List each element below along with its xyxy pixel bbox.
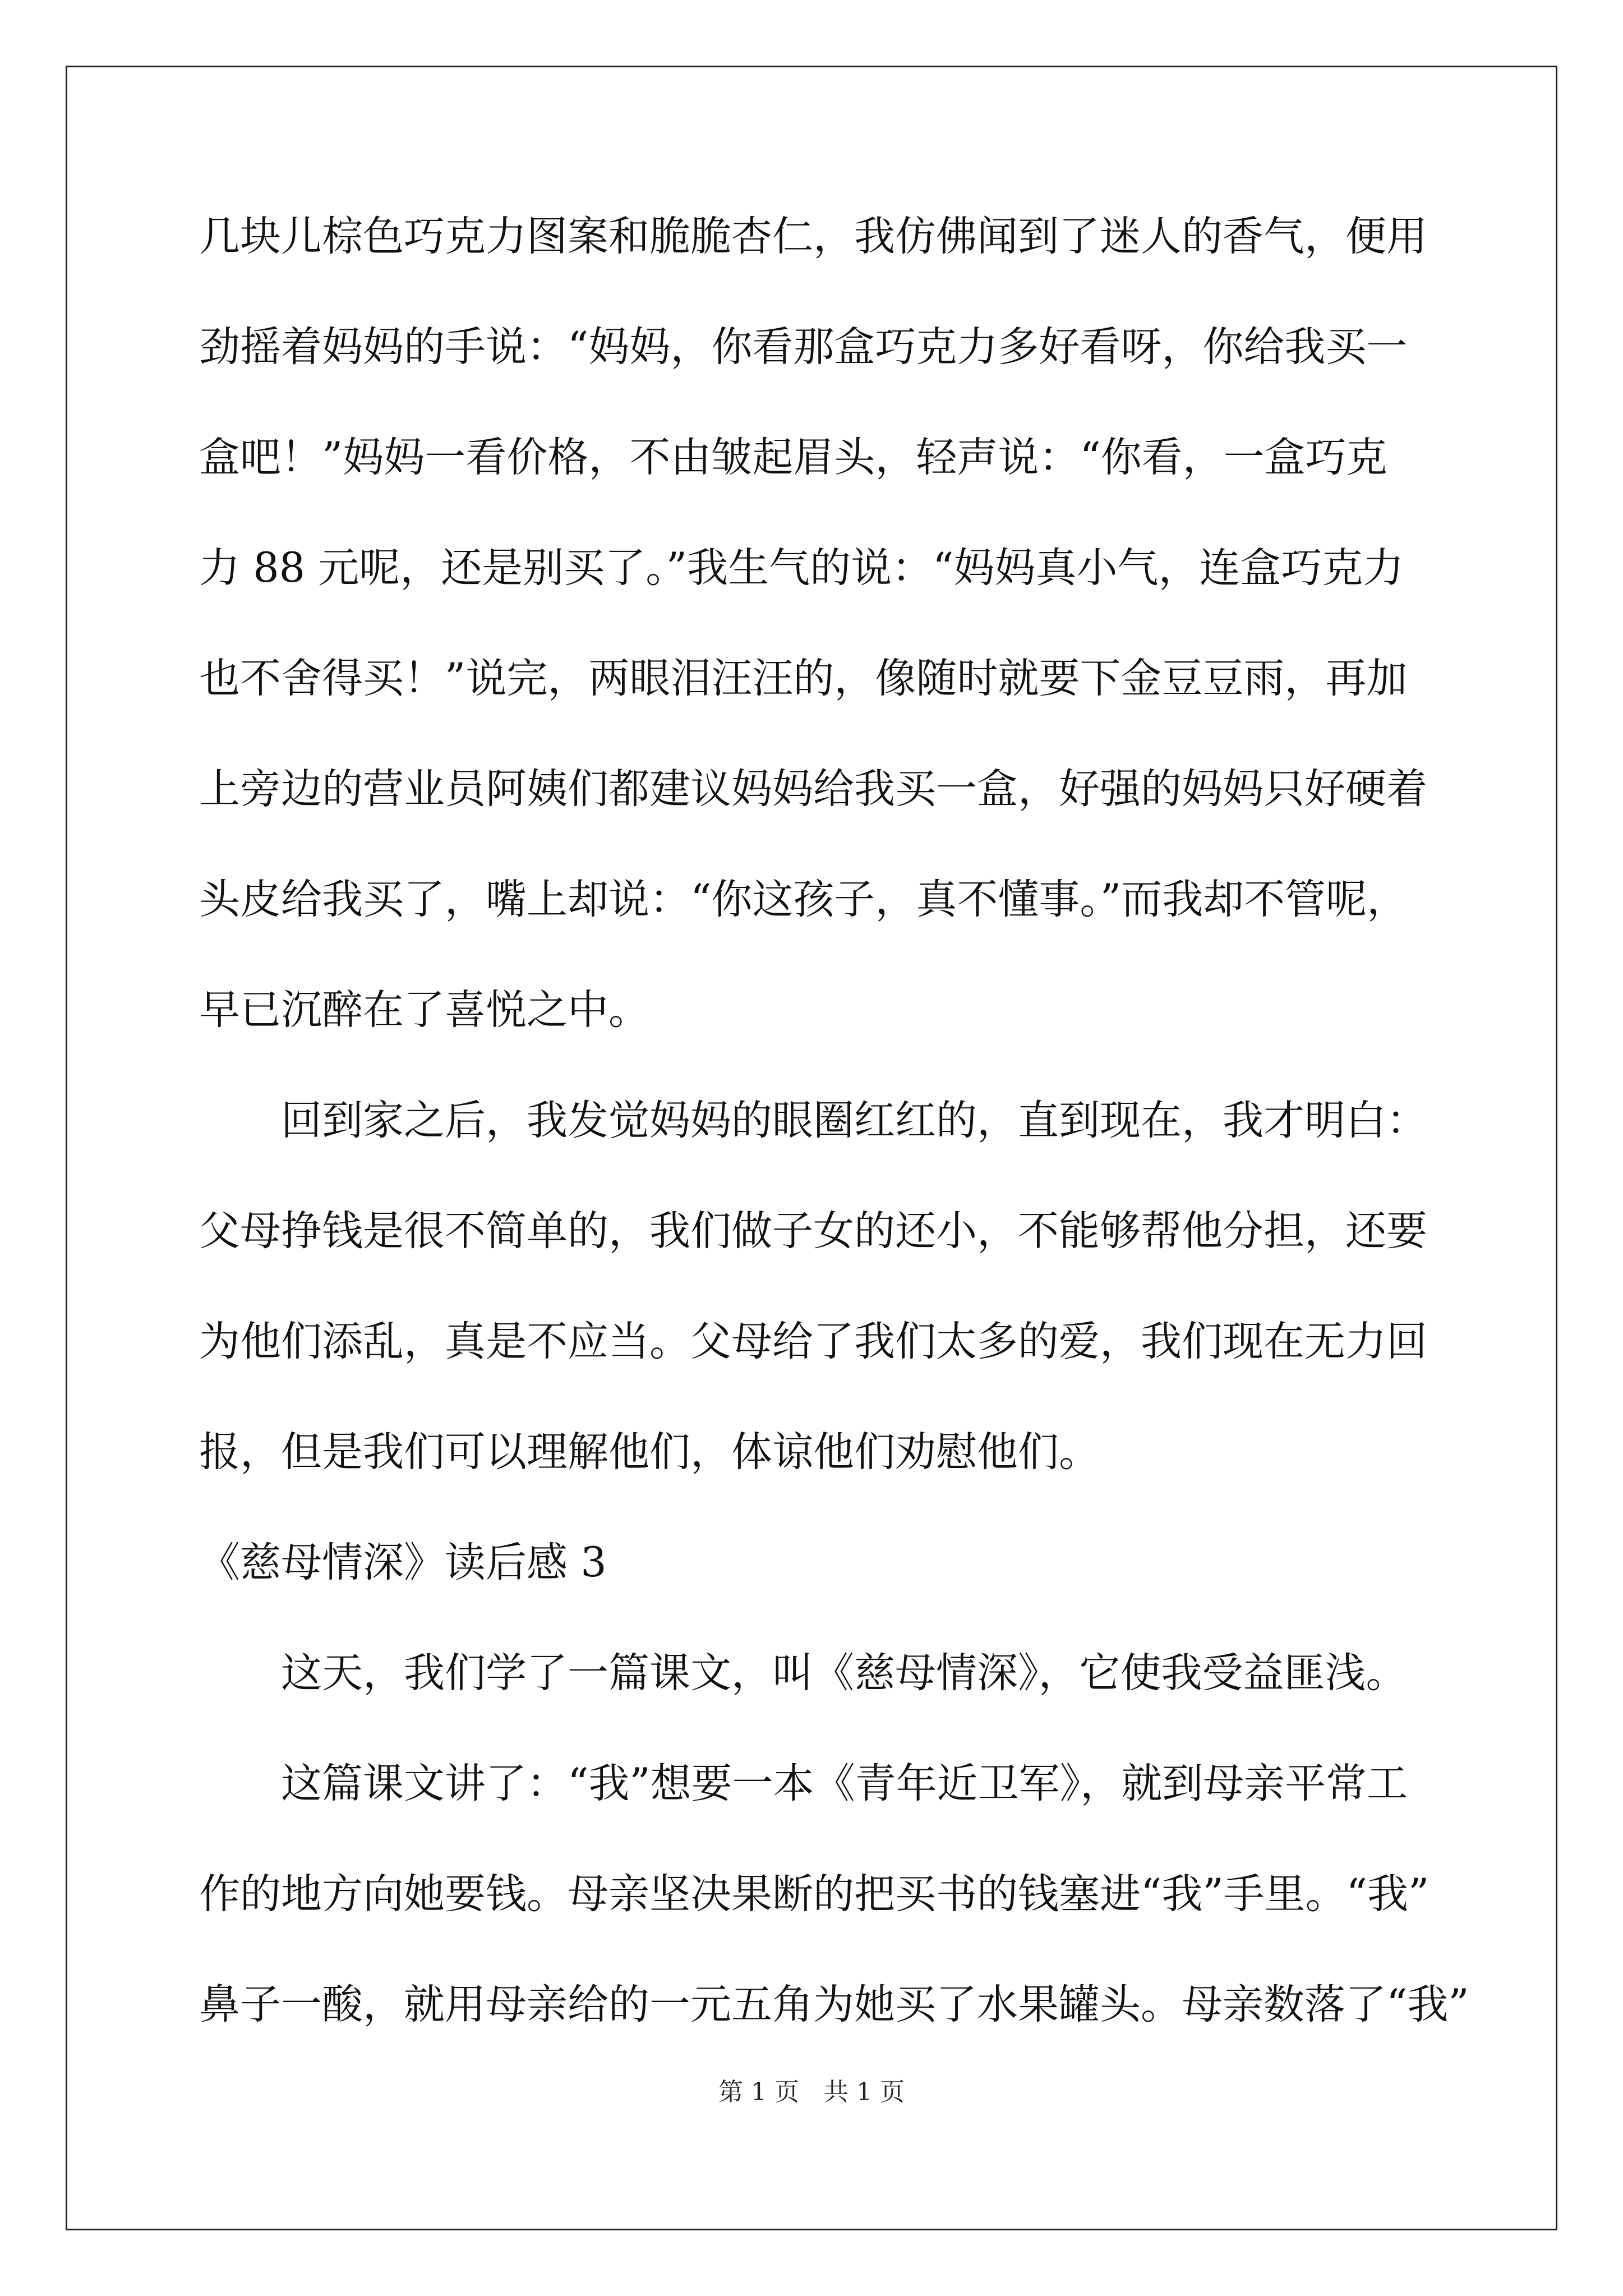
- text-line: 鼻子一酸，就用母亲给的一元五角为她买了水果罐头。母亲数落了“我”: [199, 1981, 1469, 2028]
- paragraph-start-line: 这天，我们学了一篇课文，叫《慈母情深》，它使我受益匪浅。: [281, 1649, 1407, 1697]
- paragraph-start-line: 这篇课文讲了：“我”想要一本《青年近卫军》，就到母亲平常工: [281, 1760, 1408, 1807]
- text-line: 头皮给我买了，嘴上却说：“你这孩子，真不懂事。”而我却不管呢，: [199, 876, 1408, 923]
- text-line: 上旁边的营业员阿姨们都建议妈妈给我买一盒，好强的妈妈只好硬着: [199, 765, 1427, 813]
- text-line: 父母挣钱是很不简单的，我们做子女的还小，不能够帮他分担，还要: [199, 1207, 1427, 1255]
- paragraph-start-line: 回到家之后，我发觉妈妈的眼圈红红的，直到现在，我才明白：: [281, 1097, 1427, 1144]
- text-line: 报，但是我们可以理解他们，体谅他们劝慰他们。: [199, 1428, 1100, 1476]
- text-line: 作的地方向她要钱。母亲坚决果断的把买书的钱塞进“我”手里。“我”: [199, 1870, 1430, 1918]
- text-line: 早已沉醉在了喜悦之中。: [199, 986, 649, 1034]
- text-line: 力 88 元呢，还是别买了。”我生气的说：“妈妈真小气，连盒巧克力: [199, 544, 1404, 592]
- text-line: 为他们添乱，真是不应当。父母给了我们太多的爱，我们现在无力回: [199, 1318, 1427, 1365]
- text-line: 盒吧！”妈妈一看价格，不由皱起眉头，轻声说：“你看，一盒巧克: [199, 434, 1387, 481]
- section-heading: 《慈母情深》读后感 3: [199, 1539, 607, 1586]
- text-line: 几块儿棕色巧克力图案和脆脆杏仁，我仿佛闻到了迷人的香气，便用: [199, 213, 1427, 260]
- page-number-footer: 第 1 页 共 1 页: [718, 2078, 905, 2106]
- text-line: 劲摇着妈妈的手说：“妈妈，你看那盒巧克力多好看呀，你给我买一: [199, 323, 1408, 371]
- text-line: 也不舍得买！”说完，两眼泪汪汪的，像随时就要下金豆豆雨，再加: [199, 655, 1408, 702]
